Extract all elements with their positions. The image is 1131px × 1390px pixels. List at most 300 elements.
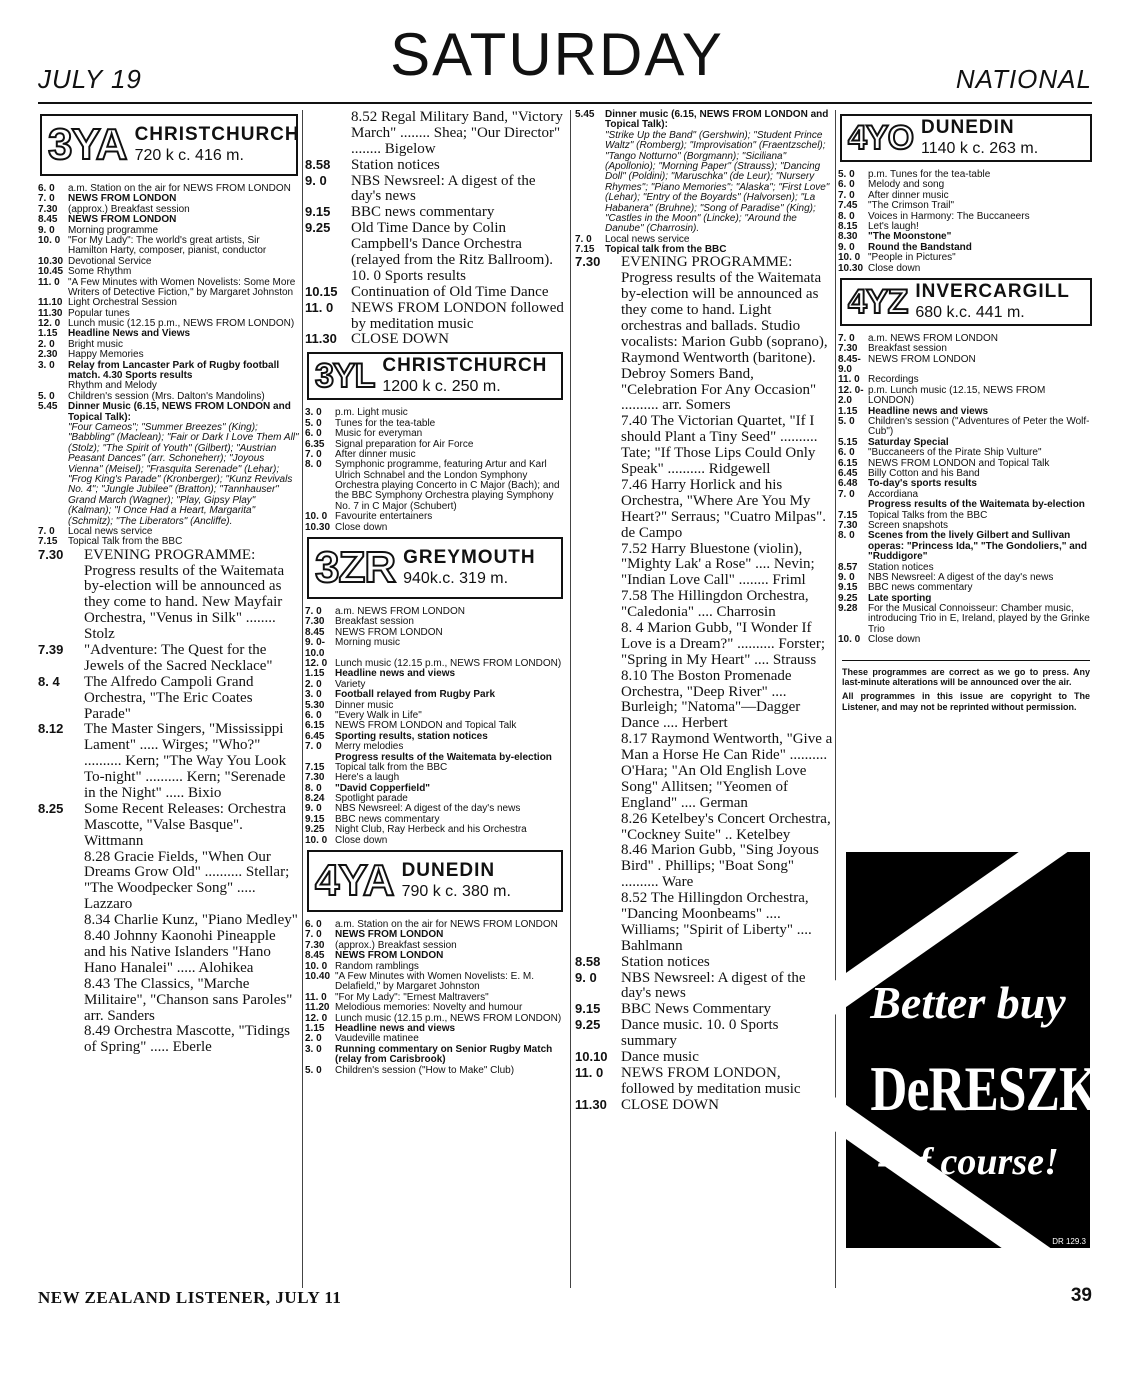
- programme-description: 8. 4 Marion Gubb, "I Wonder If Love is a Dream?" .......... Forster; "Spring in My Heart" .... Strauss: [621, 619, 825, 668]
- programme-description: Happy Memories: [68, 349, 144, 361]
- programme-description: Lunch music (12.15 p.m., NEWS FROM LONDON): [335, 658, 562, 669]
- programme-time: 1.15: [305, 1022, 325, 1034]
- programme-description: NEWS FROM LONDON: [68, 214, 177, 226]
- programme-item: [575, 542, 833, 590]
- programme-description: Dinner Music (6.15, NEWS FROM LONDON and Topical Talk):: [68, 401, 291, 423]
- programme-time: 9.15: [575, 1001, 601, 1017]
- programme-description: NEWS FROM LONDON and Topical Talk: [868, 457, 1050, 469]
- programme-time: 7. 0: [38, 193, 55, 205]
- programme-description: NEWS FROM LONDON: [868, 353, 976, 365]
- column-divider: [302, 110, 303, 1288]
- station-city: DUNEDIN: [401, 859, 496, 881]
- programme-description: Close down: [335, 834, 388, 846]
- station-header: [307, 537, 563, 599]
- programme-time: 7. 0: [838, 189, 855, 201]
- station-callsign: 4YA: [315, 856, 394, 906]
- programme-time: 11.30: [575, 1096, 607, 1112]
- programme-time: 7. 0: [575, 233, 592, 245]
- station-callsign: 3YL: [315, 357, 375, 396]
- programme-description: Lunch music (12.15 p.m., NEWS FROM LONDON): [335, 1012, 562, 1024]
- programme-time: 9. 0: [305, 803, 322, 815]
- programme-time: 1.15: [305, 668, 325, 680]
- programme-description: Old Time Dance by Colin Campbell's Dance Orchestra (relayed from the Ritz Ballroom). 10. 0 Sports results: [351, 220, 554, 284]
- programme-description: EVENING PROGRAMME: Progress results of the Waitemata by-election will be announced as they come to hand. New Mayfair Orchestra, "Venus in Silk" ........ Stolz: [84, 546, 285, 643]
- programme-description: Headline news and views: [335, 668, 456, 680]
- programme-item: [38, 802, 300, 850]
- programme-description: EVENING PROGRAMME: Progress results of the Waitemata by-election will be announced as they come to hand. Light orchestras and ballads. Studio vocalists: Marion Gubb (soprano), Raymond Wentworth (baritone). Debroy Somers Band, "Celebration For Any Occasion" .......... arr. Somers: [621, 254, 828, 414]
- programme-time: 6. 0: [305, 919, 322, 931]
- programme-description: Here's a laugh: [335, 772, 400, 784]
- programme-item: [305, 836, 565, 846]
- programme-time: 9.25: [305, 824, 325, 836]
- column-divider: [570, 110, 571, 1288]
- programme-description: NEWS FROM LONDON followed by meditation music: [351, 299, 564, 332]
- programme-time: 10. 0: [38, 234, 61, 246]
- programme-time: 2. 0: [305, 678, 322, 690]
- programme-item: [305, 742, 565, 752]
- programme-description: a.m. Station on the air for NEWS FROM LONDON: [335, 919, 558, 931]
- programme-item: [38, 236, 300, 257]
- programme-item: [38, 402, 300, 423]
- header-rule: [38, 102, 1092, 104]
- programme-description: "Every Walk in Life": [335, 709, 422, 721]
- programme-description: NBS Newsreel: A digest of the day's news: [351, 172, 536, 205]
- programme-item: [38, 913, 300, 929]
- programme-description: CLOSE DOWN: [351, 331, 449, 348]
- programme-description: Some Rhythm: [68, 266, 132, 278]
- programme-item: [38, 850, 300, 914]
- programme-description: Round the Bandstand: [868, 241, 972, 253]
- programme-description: "David Copperfield": [335, 782, 431, 794]
- programme-time: 3. 0: [305, 407, 322, 419]
- programme-description: Merry melodies: [335, 741, 404, 753]
- programme-time: 7.15: [38, 536, 58, 548]
- programme-time: 8.58: [575, 953, 601, 969]
- programme-description: "For My Lady": "Ernest Maltravers": [335, 991, 489, 1003]
- programme-time: 8. 0: [838, 530, 855, 542]
- programme-description: "Buccaneers of the Pirate Ship Vulture": [868, 447, 1042, 459]
- programme-description: Close down: [868, 262, 921, 274]
- programme-item: [305, 332, 565, 348]
- programme-item: [305, 205, 565, 221]
- programme-description: Close down: [335, 521, 388, 533]
- programme-description: NEWS FROM LONDON, followed by meditation music: [621, 1064, 801, 1097]
- programme-description: 8.52 The Hillingdon Orchestra, "Dancing Moonbeams" .... Williams; "Spirit of Liberty" .... Bahlmann: [621, 890, 812, 954]
- programme-description: 8.28 Gracie Fields, "When Our Dreams Grow Old" .......... Stellar; "The Woodpecker Song" ..... Lazzaro: [84, 848, 290, 913]
- programme-description: Late sporting: [868, 592, 932, 604]
- programme-time: 3. 0: [305, 689, 322, 701]
- programme-description: Topical talk from the BBC: [335, 761, 448, 773]
- programme-description: Signal preparation for Air Force: [335, 438, 474, 450]
- programme-description: Continuation of Old Time Dance: [351, 283, 549, 300]
- programme-description: NBS Newsreel: A digest of the day's news: [335, 803, 521, 815]
- programme-description: Favourite entertainers: [335, 511, 433, 523]
- programme-item: [38, 548, 300, 643]
- programme-item: [838, 253, 1094, 263]
- programme-description: BBC News Commentary: [621, 1001, 771, 1018]
- station-city: CHRISTCHURCH: [134, 123, 300, 145]
- ad-slogan-line-2: - of course!: [877, 1141, 1059, 1183]
- station-callsign: 4YZ: [848, 282, 908, 321]
- programme-time: 6.15: [305, 720, 325, 732]
- station-city: CHRISTCHURCH: [382, 355, 548, 377]
- programme-description: Topical Talk from the BBC: [68, 536, 183, 548]
- programme-time: 7. 0: [305, 741, 322, 753]
- programme-time: 10. 0: [838, 634, 861, 646]
- programme-description: NEWS FROM LONDON: [335, 929, 444, 941]
- programme-time: 10. 0: [838, 252, 861, 264]
- programme-time: 11. 0: [838, 374, 860, 386]
- programme-description: NEWS FROM LONDON: [335, 626, 443, 638]
- programme-time: 7.30: [305, 939, 325, 951]
- programme-description: "For My Lady": The world's great artists, Sir Hamilton Harty, composer, pianist, conductor: [68, 234, 267, 257]
- programme-description: Screen snapshots: [868, 519, 949, 531]
- column-1: [38, 110, 300, 1288]
- programme-description: Close down: [868, 634, 921, 646]
- programme-time: 3. 0: [38, 359, 55, 371]
- station-info: [135, 125, 300, 165]
- station-frequency: 720 k c. 416 m.: [134, 146, 244, 164]
- programme-time: 9.25: [575, 1017, 601, 1033]
- programme-time: 9.15: [305, 204, 331, 220]
- programme-description: After dinner music: [868, 189, 949, 201]
- programme-description: "Adventure: The Quest for the Jewels of the Sacred Necklace": [84, 642, 273, 674]
- programme-item: [305, 174, 565, 206]
- programme-item: [305, 1066, 565, 1076]
- programme-time: 7.15: [838, 509, 858, 521]
- programme-time: 1.15: [38, 328, 58, 340]
- programme-time: 8.57: [838, 561, 858, 573]
- programme-time: 8.15: [838, 220, 858, 232]
- column-3: [575, 110, 833, 1288]
- publication-footer: NEW ZEALAND LISTENER, JULY 11: [38, 1288, 342, 1307]
- programme-time: 7. 0: [38, 525, 55, 537]
- programme-item: [575, 589, 833, 621]
- programme-description: Tunes for the tea-table: [335, 417, 436, 429]
- programme-time: 6.48: [838, 478, 858, 490]
- programme-item: [575, 478, 833, 542]
- programme-description: Local news service: [605, 233, 690, 245]
- programme-time: 8. 0: [305, 782, 322, 794]
- programme-time: 8.30: [838, 231, 858, 243]
- station-callsign: 3YA: [48, 120, 127, 169]
- programme-time: 7. 0: [305, 929, 322, 941]
- programme-time: 8. 0: [838, 210, 855, 222]
- programme-time: 3. 0: [305, 1043, 322, 1055]
- programme-time: 5. 0: [305, 417, 322, 429]
- programme-description: "The Moonstone": [868, 231, 952, 243]
- programme-item: [305, 285, 565, 301]
- programme-description: Let's laugh!: [868, 220, 919, 232]
- station-header: [40, 114, 298, 176]
- station-info: [403, 548, 555, 588]
- programme-item: [575, 669, 833, 733]
- programme-time: 7.30: [38, 546, 64, 562]
- station-frequency: 1140 k c. 263 m.: [921, 139, 1039, 157]
- programme-time: 6. 0: [838, 179, 855, 191]
- programme-description: Popular tunes: [68, 307, 130, 319]
- programme-item: [305, 301, 565, 333]
- programme-description: NBS Newsreel: A digest of the day's news: [868, 571, 1054, 583]
- programme-time: 8.25: [38, 800, 64, 816]
- programme-time: 10.45: [38, 266, 64, 278]
- programme-description: "A Few Minutes with Women Novelists: E. M. Delafield," by Margaret Johnston: [335, 970, 534, 993]
- programme-item: [305, 1003, 565, 1013]
- programme-description: "Strike Up the Band" (Gershwin); "Student Prince Waltz" (Romberg); "Improvisation" (Fraentzschel); "Tango Notturno" (Borgmann); "Siciliana" (Apollonio); "Morning Paper" (Strauss); "Dancing Doll" (Poldini); "Maruschka" (de Leur); "Nursery Rhymes"; "Piano Memories"; "Alaska"; "First Love" (Lehar); "Entry of the Boyards" (Halvorsen); "La Habanera" (Bruhne); "Song of Paradise" (King); "Castles in the Moon" (Lincke); "Around the Danube" (Charrosin).: [605, 129, 830, 235]
- programme-item: [575, 732, 833, 811]
- programme-description: p.m. Tunes for the tea-table: [868, 169, 991, 180]
- programme-time: 1.15: [838, 405, 858, 417]
- programme-item: [38, 423, 300, 527]
- programme-description: After dinner music: [335, 448, 416, 460]
- programme-notice: [842, 660, 1090, 712]
- programme-item: [575, 1050, 833, 1066]
- programme-time: 7. 0: [838, 488, 855, 500]
- station-frequency: 1200 k c. 250 m.: [382, 378, 501, 396]
- programme-time: 8.45-9.0: [838, 353, 861, 376]
- programme-description: NBS Newsreel: A digest of the day's news: [621, 969, 806, 1002]
- programme-time: 5.15: [838, 436, 858, 448]
- programme-time: 12. 0-2.0: [838, 384, 864, 407]
- programme-description: Some Recent Releases: Orchestra Mascotte, "Valse Basque". Wittmann: [84, 800, 287, 849]
- column-4-stations: [838, 114, 1094, 646]
- programme-time: 5. 0: [838, 169, 855, 180]
- notice-correctness: These programmes are correct as we go to press. Any last-minute alterations will be announced over the air.: [842, 666, 1090, 687]
- programme-item: [575, 131, 833, 235]
- programme-description: CLOSE DOWN: [621, 1096, 719, 1113]
- programme-time: 8.45: [305, 950, 325, 962]
- programme-time: 9. 0: [575, 969, 597, 985]
- programme-description: a.m. Station on the air for NEWS FROM LONDON: [68, 183, 291, 194]
- programme-description: Light Orchestral Session: [68, 297, 177, 309]
- programme-description: Lunch music (12.15 p.m., NEWS FROM LONDON): [68, 318, 295, 330]
- network-heading: NATIONAL: [955, 64, 1092, 94]
- programme-item: [575, 1066, 833, 1098]
- programme-time: 9. 0: [38, 224, 55, 236]
- ad-slogan-line-1: Better buy: [870, 977, 1066, 1028]
- ad-brand-name: DeRESZKE: [870, 1053, 1131, 1124]
- programme-time: 7.45: [838, 200, 858, 212]
- programme-description: 8.40 Johnny Kaonohi Pineapple and his Native Islanders "Hano Hano Hanalei" ..... Alohikea: [84, 928, 276, 976]
- programme-time: 8.45: [305, 626, 325, 638]
- programme-description: Morning music: [335, 637, 401, 649]
- programme-description: Dinner music: [335, 699, 394, 711]
- programme-description: Vaudeville matinee: [335, 1033, 419, 1045]
- programme-description: p.m. Light music: [335, 407, 408, 419]
- programme-description: (approx.) Breakfast session: [335, 939, 457, 951]
- programme-description: "A Few Minutes with Women Novelists: Some More Writers of Detective Fiction," by Margaret Johnston: [68, 276, 296, 298]
- programme-description: 8.17 Raymond Wentworth, "Give a Man a Horse He Can Ride" .......... O'Hara; "An Old English Love Song" Allitsen; "Yeomen of England" .... German: [621, 731, 833, 811]
- programme-time: 7. 0: [305, 606, 322, 618]
- programme-item: [575, 1002, 833, 1018]
- programme-item: [305, 523, 565, 533]
- programme-item: [575, 971, 833, 1003]
- programme-description: Recordings: [868, 374, 919, 386]
- programme-time: 7. 0: [838, 332, 855, 344]
- programme-time: 6.45: [838, 467, 858, 479]
- programme-description: Melodious memories: Novelty and humour: [335, 1002, 523, 1014]
- station-callsign: 4YO: [848, 119, 914, 157]
- programme-description: The Alfredo Campoli Grand Orchestra, "The Eric Coates Parade": [84, 673, 254, 722]
- programme-description: Variety: [335, 678, 366, 690]
- programme-time: 11.20: [305, 1002, 330, 1014]
- programme-time: 9.15: [838, 582, 858, 594]
- programme-description: Night Club, Ray Herbeck and his Orchestra: [335, 824, 527, 836]
- programme-description: a.m. NEWS FROM LONDON: [868, 332, 999, 344]
- programme-time: 5.30: [305, 699, 325, 711]
- programme-item: [38, 267, 300, 277]
- programme-description: Progress results of the Waitemata by-election: [335, 751, 552, 763]
- programme-time: 5. 0: [305, 1064, 322, 1076]
- station-city: GREYMOUTH: [403, 547, 536, 568]
- programme-description: Devotional Service: [68, 255, 152, 267]
- programme-time: 11. 0: [38, 276, 60, 288]
- station-block: [838, 278, 1094, 646]
- programme-time: 6. 0: [838, 447, 855, 459]
- programme-time: 12. 0: [305, 658, 328, 669]
- programme-description: 8.49 Orchestra Mascotte, "Tidings of Spring" ..... Eberle: [84, 1023, 290, 1056]
- programme-description: 7.40 The Victorian Quartet, "If I should Plant a Tiny Seed" .......... Tate; "If Those Lips Could Only Speak" .......... Ridgewell: [621, 413, 818, 478]
- programme-time: 5.45: [38, 401, 58, 413]
- programme-description: 8.52 Regal Military Band, "Victory March" ........ Shea; "Our Director" ........ Bigelow: [351, 109, 563, 157]
- programme-item: [305, 221, 565, 285]
- station-city: INVERCARGILL: [915, 280, 1070, 302]
- programme-time: 8. 4: [38, 673, 60, 689]
- programme-description: Station notices: [621, 953, 710, 970]
- programme-item: [575, 812, 833, 844]
- programme-description: 8.46 Marion Gubb, "Sing Joyous Bird" . Phillips; "Boat Song" .......... Ware: [621, 842, 819, 891]
- programme-item: [838, 531, 1094, 562]
- programme-time: 2. 0: [305, 1033, 322, 1045]
- programme-item: [38, 675, 300, 723]
- programme-item: [575, 843, 833, 891]
- programme-description: Station notices: [351, 156, 440, 173]
- programme-description: Topical talk from the BBC: [605, 244, 727, 256]
- programme-time: 6.35: [305, 438, 325, 450]
- programme-description: 7.58 The Hillingdon Orchestra, "Caledonia" .... Charrosin: [621, 588, 809, 621]
- programme-time: 7.30: [305, 616, 325, 628]
- programme-time: 11.30: [305, 331, 337, 347]
- page-number: 39: [1070, 1285, 1092, 1306]
- programme-item: [838, 201, 1094, 211]
- programme-item: [38, 1024, 300, 1056]
- programme-time: 5. 0: [38, 390, 55, 402]
- issue-date: JULY 19: [38, 64, 142, 94]
- programme-description: Billy Cotton and his Band: [868, 467, 980, 479]
- programme-description: Accordiana: [868, 488, 919, 500]
- programme-item: [38, 278, 300, 299]
- programme-time: 7. 0: [305, 448, 322, 460]
- programme-description: Progress results of the Waitemata by-election: [868, 499, 1085, 511]
- programme-time: 9. 0: [305, 172, 327, 188]
- programme-item: [838, 355, 1094, 376]
- station-header: [840, 114, 1092, 162]
- programme-description: BBC news commentary: [868, 582, 973, 594]
- programme-time: 10.30: [305, 521, 331, 533]
- programme-time: 10.40: [305, 970, 331, 982]
- programme-item: [305, 972, 565, 993]
- programme-time: 5.45: [575, 109, 595, 120]
- station-frequency: 680 k.c. 441 m.: [915, 303, 1025, 321]
- programme-item: [38, 215, 300, 225]
- programme-description: Relay from Lancaster Park of Rugby football match. 4.30 Sports results: [68, 359, 280, 382]
- programme-description: Local news service: [68, 525, 153, 537]
- programme-description: Dance music: [621, 1049, 699, 1065]
- programme-time: 9.28: [838, 603, 858, 615]
- station-block: [838, 114, 1094, 274]
- programme-time: 10.30: [38, 255, 64, 267]
- programme-description: NEWS FROM LONDON: [68, 193, 177, 205]
- programme-time: 7.39: [38, 642, 64, 658]
- programme-item: [575, 1098, 833, 1114]
- programme-description: To-day's sports results: [868, 478, 977, 490]
- programme-description: NEWS FROM LONDON and Topical Talk: [335, 720, 517, 732]
- programme-time: 7.30: [575, 254, 601, 270]
- station-block: [305, 110, 565, 348]
- programme-description: 7.52 Harry Bluestone (violin), "Mighty Lak' a Rose" .... Nevin; "Indian Love Call" ........ Friml: [621, 540, 815, 589]
- programme-description: Running commentary on Senior Rugby Match (relay from Carisbrook): [335, 1043, 553, 1066]
- station-frequency: 790 k c. 380 m.: [401, 882, 511, 900]
- programme-time: 7.30: [838, 343, 858, 355]
- programme-item: [38, 722, 300, 801]
- programme-description: Morning programme: [68, 224, 159, 236]
- station-header: [840, 278, 1092, 326]
- programme-item: [305, 638, 565, 659]
- station-info: [921, 118, 1084, 158]
- programme-description: Music for everyman: [335, 428, 423, 440]
- programme-time: 8.58: [305, 156, 331, 172]
- programme-description: BBC news commentary: [335, 813, 440, 825]
- programme-description: Voices in Harmony: The Buccaneers: [868, 210, 1030, 222]
- programme-description: For the Musical Connoisseur: Chamber music, introducing Trio in E, Ireland, played by the Grinke Trio: [868, 603, 1090, 635]
- programme-description: 8.43 The Classics, "Marche Militaire", "Chanson sans Paroles" arr. Sanders: [84, 975, 293, 1024]
- programme-description: a.m. NEWS FROM LONDON: [335, 606, 466, 618]
- programme-description: Rhythm and Melody: [68, 380, 157, 392]
- station-block: [305, 537, 565, 846]
- programme-time: 11.30: [38, 307, 63, 319]
- programme-time: 7.30: [38, 203, 58, 215]
- programme-description: Station notices: [868, 561, 934, 573]
- programme-description: BBC news commentary: [351, 204, 495, 221]
- station-city: DUNEDIN: [921, 116, 1015, 138]
- programme-item: [575, 1018, 833, 1050]
- station-callsign: 3ZR: [315, 543, 396, 593]
- programme-description: p.m. Lunch music (12.15, NEWS FROM LONDON): [868, 384, 1046, 407]
- programme-item: [838, 500, 1094, 510]
- programme-description: "The Crimson Trail": [868, 200, 955, 212]
- programme-description: Headline news and views: [868, 405, 989, 417]
- programme-description: Headline News and Views: [68, 328, 191, 340]
- programme-time: 7.15: [575, 244, 595, 256]
- programme-time: 11.10: [38, 297, 63, 309]
- station-info: [382, 356, 555, 396]
- day-heading: SATURDAY: [390, 21, 724, 88]
- station-info: [402, 861, 555, 901]
- programme-time: 8.45: [38, 214, 58, 226]
- programme-item: [305, 460, 565, 512]
- programme-description: Spotlight parade: [335, 793, 408, 805]
- programme-description: Saturday Special: [868, 436, 949, 448]
- programme-item: [305, 429, 565, 439]
- programme-time: 6. 0: [38, 183, 55, 194]
- programme-time: 10. 0: [305, 834, 328, 846]
- station-info: [915, 282, 1084, 322]
- programme-time: 7.30: [305, 772, 325, 784]
- programme-description: 8.34 Charlie Kunz, "Piano Medley": [84, 912, 298, 929]
- programme-time: 12. 0: [305, 1012, 328, 1024]
- programme-description: 8.26 Ketelbey's Concert Orchestra, "Cockney Suite" .. Ketelbey: [621, 810, 831, 843]
- notice-copyright: All programmes in this issue are copyright to The Listener, and may not be reprinted without permission.: [842, 691, 1090, 712]
